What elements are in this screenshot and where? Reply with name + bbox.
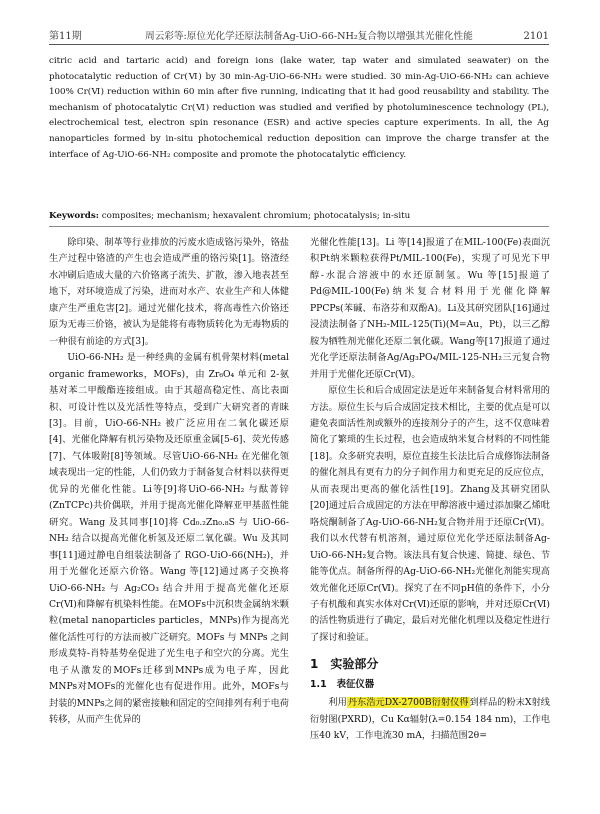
page-number: 2101 — [523, 31, 549, 42]
highlighted-instrument-name: 丹东浩元DX-2700B衍射仪得 — [347, 697, 469, 709]
instrument-prefix: 利用 — [328, 697, 347, 709]
issue-label: 第11期 — [49, 31, 82, 42]
running-header — [49, 27, 549, 43]
abstract-separator — [49, 226, 549, 227]
section-number: 1 — [310, 657, 319, 672]
running-title: 周云彩等:原位光化学还原法制备Ag-UiO-66-NH₂复合物以增强其光催化性能 — [145, 31, 473, 42]
instrument-paragraph — [310, 695, 550, 744]
intro-paragraph-4: 原位生长和后合成固定法是近年来制备复合材料常用的方法。原位生长与后合成固定技术相比，主要的优点是可以避免表面活性剂或额外的连接剂分子的产生，这不仅意味着简化了繁琐的生长过程，也会造成纳米复合材料的不同性能[18]。众多研究表明，原位直接生长法比后合成修饰法制备的催化剂具有更有力的分子间作用力和更充足的反应位点，从而表现出更高的催化活性[19]。Zhang及其研究团队[20]通过后合成固定的方法在甲醇溶液中通过添加聚乙烯吡咯烷酮制备了Ag-UiO-66-NH₂复合物并用于还原Cr(Ⅵ)。我们以水代替有机溶剂，通过原位光化学还原法制备Ag-UiO-66-NH₂复合物。该法具有复合快速、简捷、绿色、节能等优点。制备所得的Ag-UiO-66-NH₂光催化剂能实现高效光催化还原Cr(Ⅵ)。探究了在不同pH值的条件下，小分子有机酸和真实水体对Cr(Ⅵ)还原的影响，并对还原Cr(Ⅵ)的活性物质进行了确定，最后对光催化机理以及稳定性进行了探讨和验证。 — [310, 385, 550, 643]
section-heading-experimental — [310, 656, 550, 672]
header-rule — [49, 44, 549, 45]
subsection-title: 表征仪器 — [336, 678, 375, 690]
keywords-text: composites; mechanism; hexavalent chromium; photocatalysis; in-situ — [101, 211, 411, 221]
keywords-line — [49, 209, 549, 223]
instrument-suffix: 到样品的粉末X射线衍射图(PXRD)，Cu Kα辐射(λ=0.154 184 nm)，工作电压40 kV，工作电流30 mA，扫描范围2θ= — [310, 697, 550, 742]
abstract-continuation — [49, 54, 549, 163]
section-title: 实验部分 — [330, 657, 379, 672]
left-column — [49, 235, 289, 729]
keywords-label: Keywords: — [49, 211, 99, 221]
intro-paragraph-3: 光催化性能[13]。Li 等[14]报道了在MIL-100(Fe)表面沉积Pt纳米颗粒获得Pt/MIL-100(Fe)，实现了可见光下甲醇-水混合溶液中的水还原制氢。Wu 等[15]报道了Pd@MIL-100(Fe)纳米复合材料用于光催化降解PPCPs(苯碱、布洛芬和双酚A)。Li及其研究团队[16]通过浸渍法制备了NH₂-MIL-125(Ti)(M=Au，Pt)，以三乙醇胺为牺牲剂光催化还原二氧化碳。Wang等[17]报道了通过光化学还原法制备Ag/Ag₃PO₄/MIL-125-NH₂三元复合物并用于光催化还原Cr(Ⅵ)。 — [310, 237, 550, 380]
subsection-heading-instruments — [310, 677, 550, 693]
intro-paragraph-2: UiO-66-NH₂ 是一种经典的金属有机骨架材料(metal organic frameworks，MOFs)，由 Zr₆O₄ 单元和 2-氨基对苯二甲酸酯连接组成。由于其超高稳定性、高比表面积、可设计性以及光活性等特点，受到广大研究者的青睐[3]。目前，UiO-66-NH₂ 被广泛应用在二氧化碳还原[4]、光催化降解有机污染物及还原重金属[5-6]、荧光传感[7]、气体吸附[8]等领域。尽管UiO-66-NH₂ 在光催化领域表现出一定的性能，人们仍致力于制备复合材料以获得更优异的光催化性能。Li等[9]将UiO-66-NH₂ 与酞菁锌(ZnTCPc)共价偶联，并用于提高光催化降解亚甲基蓝性能研究。Wang 及其同事[10]将 Cd₀.₂Zn₀.₈S 与 UiO-66-NH₂ 结合以提高光催化析氢及还原二氧化碳。Wu 及其同事[11]通过静电自组装法制备了 RGO-UiO-66(NH₂)，并用于光催化还原六价铬。Wang 等[12]通过离子交换将 UiO-66-NH₂ 与 Ag₂CO₃ 结合并用于提高光催化还原Cr(Ⅵ)和降解有机染料性能。在MOFs中沉积贵金属纳米颗粒(metal nanoparticles particles，MNPs)作为提高光催化活性可行的方法而被广泛研究。MOFs 与 MNPs 之间形成莫特-肖特基势垒促进了光生电子和空穴的分离。光生电子从激发的MOFs迁移到MNPs成为电子库，因此MNPs对MOFs的光催化也有促进作用。此外，MOFs与封装的MNPs之间的紧密接触和固定的空间排列有利于电荷转移，从而产生优异的 — [49, 352, 289, 726]
abstract-text: citric acid and tartaric acid) and foreign ions (lake water, tap water and simulated seawater) on the photocatalytic reduction of Cr(Ⅵ) by 30 min-Ag-UiO-66-NH₂ were studied. 30 min-Ag-UiO-66-NH₂ can achieve 100% Cr(Ⅵ) reduction within 60 min after five running, indicating that it had good reusability and stability. The mechanism of photocatalytic Cr(Ⅵ) reduction was studied and verified by photoluminescence technology (PL), electrochemical test, electron spin resonance (ESR) and active species capture experiments. In all, the Ag nanoparticles formed by in-situ photochemical reduction deposition can improve the charge transfer at the interface of Ag-UiO-66-NH₂ composite and promote the photocatalytic efficiency. — [49, 56, 549, 160]
subsection-number: 1.1 — [310, 678, 327, 690]
intro-paragraph-1: 除印染、制革等行业排放的污废水造成铬污染外，铬盐生产过程中铬渣的产生也会造成严重的铬污染[1]。铬渣经水冲刷后造成大量的六价铬离子流失、扩散，渗入地表甚至地下，对环境造成了污染，进而对水产、农业生产和人体健康产生严重危害[2]。通过光催化技术，将高毒性六价铬还原为无毒三价铬，被认为是能将有毒物质转化为无毒物质的一种很有前途的方式[3]。 — [49, 237, 289, 347]
right-column — [310, 235, 550, 745]
